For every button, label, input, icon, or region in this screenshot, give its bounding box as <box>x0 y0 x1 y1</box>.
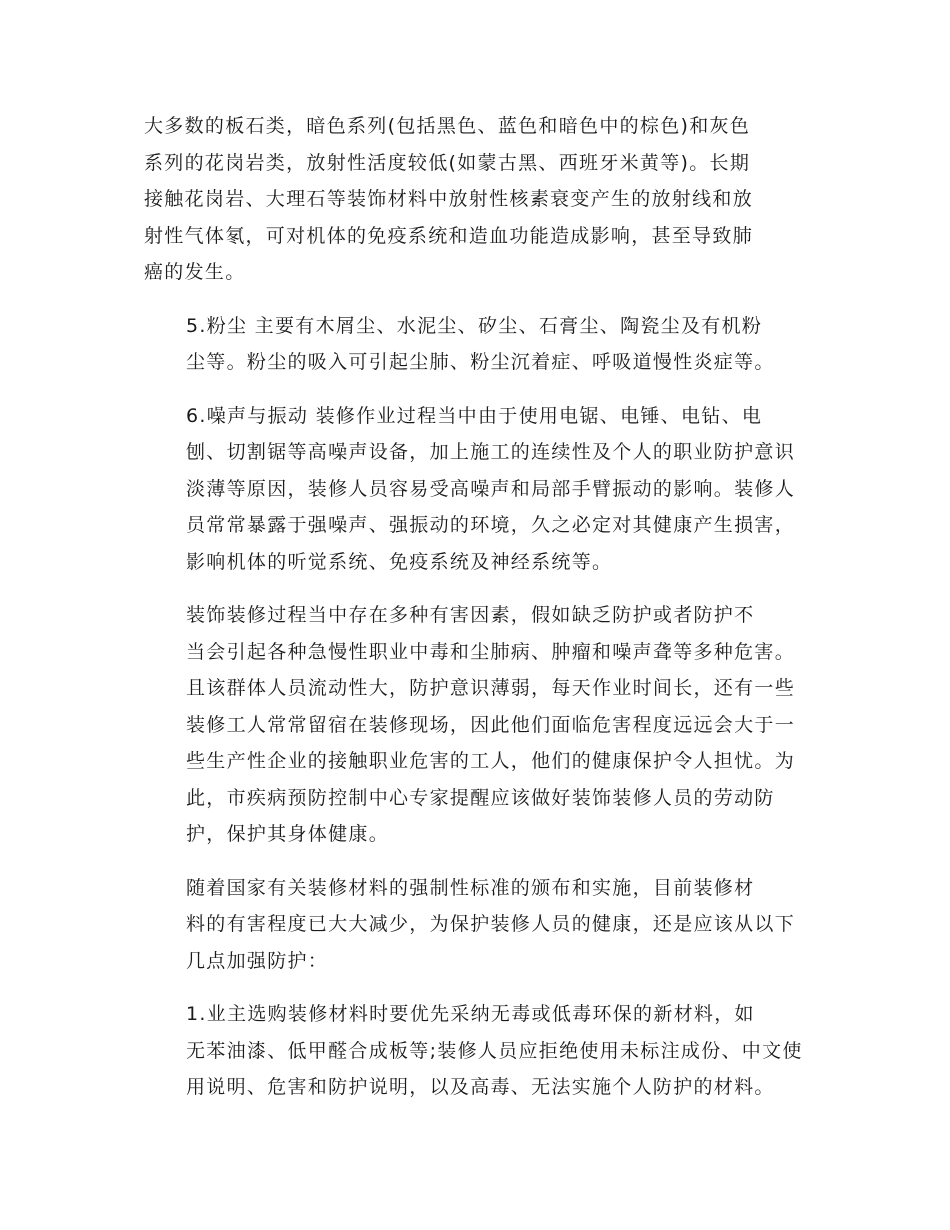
text-line: 且该群体人员流动性大，防护意识薄弱，每天作业时间长，还有一些 <box>186 677 796 699</box>
text-line: 随着国家有关装修材料的强制性标准的颁布和实施，目前装修材 <box>186 876 755 899</box>
text-line: 几点加强防护： <box>186 949 329 972</box>
text-line: 装修工人常常留宿在装修现场，因此他们面临危害程度远远会大于一 <box>186 713 796 736</box>
text-line: 系列的花岗岩类，放射性活度较低(如蒙古黑、西班牙米黄等)。长期 <box>144 151 751 174</box>
text-line: 5.粉尘 主要有木屑尘、水泥尘、矽尘、石膏尘、陶瓷尘及有机粉 <box>186 314 763 337</box>
text-line: 无苯油漆、低甲醛合成板等;装修人员应拒绝使用未标注成份、中文使 <box>186 1039 803 1062</box>
text-line: 装饰装修过程当中存在多种有害因素，假如缺乏防护或者防护不 <box>186 604 755 626</box>
paragraph <box>144 870 808 980</box>
paragraph <box>144 996 808 1106</box>
text-line: 员常常暴露于强噪声、强振动的环境，久之必定对其健康产生损害， <box>186 514 796 536</box>
text-line: 癌的发生。 <box>144 261 246 283</box>
paragraph <box>144 108 808 291</box>
paragraph <box>144 308 808 381</box>
text-line: 接触花岗岩、大理石等装饰材料中放射性核素衰变产生的放射线和放 <box>144 188 754 210</box>
text-line: 用说明、危害和防护说明，以及高毒、无法实施个人防护的材料。 <box>186 1076 775 1098</box>
paragraph <box>144 597 808 853</box>
text-line: 淡薄等原因，装修人员容易受高噪声和局部手臂振动的影响。装修人 <box>186 477 796 500</box>
text-line: 此，市疾病预防控制中心专家提醒应该做好装饰装修人员的劳动防 <box>186 786 775 809</box>
text-line: 当会引起各种急慢性职业中毒和尘肺病、肿瘤和噪声聋等多种危害。 <box>186 640 796 663</box>
text-line: 些生产性企业的接触职业危害的工人，他们的健康保护令人担忧。为 <box>186 750 796 772</box>
text-line: 1.业主选购装修材料时要优先采纳无毒或低毒环保的新材料，如 <box>186 1003 755 1025</box>
text-line: 6.噪声与振动 装修作业过程当中由于使用电锯、电锤、电钻、电 <box>186 404 763 427</box>
text-line: 大多数的板石类，暗色系列(包括黑色、蓝色和暗色中的棕色)和灰色 <box>144 115 751 137</box>
text-line: 刨、切割锯等高噪声设备，加上施工的连续性及个人的职业防护意识 <box>186 441 796 463</box>
document-body <box>144 108 808 1123</box>
text-line: 尘等。粉尘的吸入可引起尘肺、粉尘沉着症、呼吸道慢性炎症等。 <box>186 351 775 373</box>
text-line: 影响机体的听觉系统、免疫系统及神经系统等。 <box>186 550 613 573</box>
text-line: 料的有害程度已大大减少，为保护装修人员的健康，还是应该从以下 <box>186 913 796 935</box>
text-line: 射性气体氡，可对机体的免疫系统和造血功能造成影响，甚至导致肺 <box>144 224 754 247</box>
text-line: 护，保护其身体健康。 <box>186 823 390 845</box>
paragraph <box>144 398 808 581</box>
